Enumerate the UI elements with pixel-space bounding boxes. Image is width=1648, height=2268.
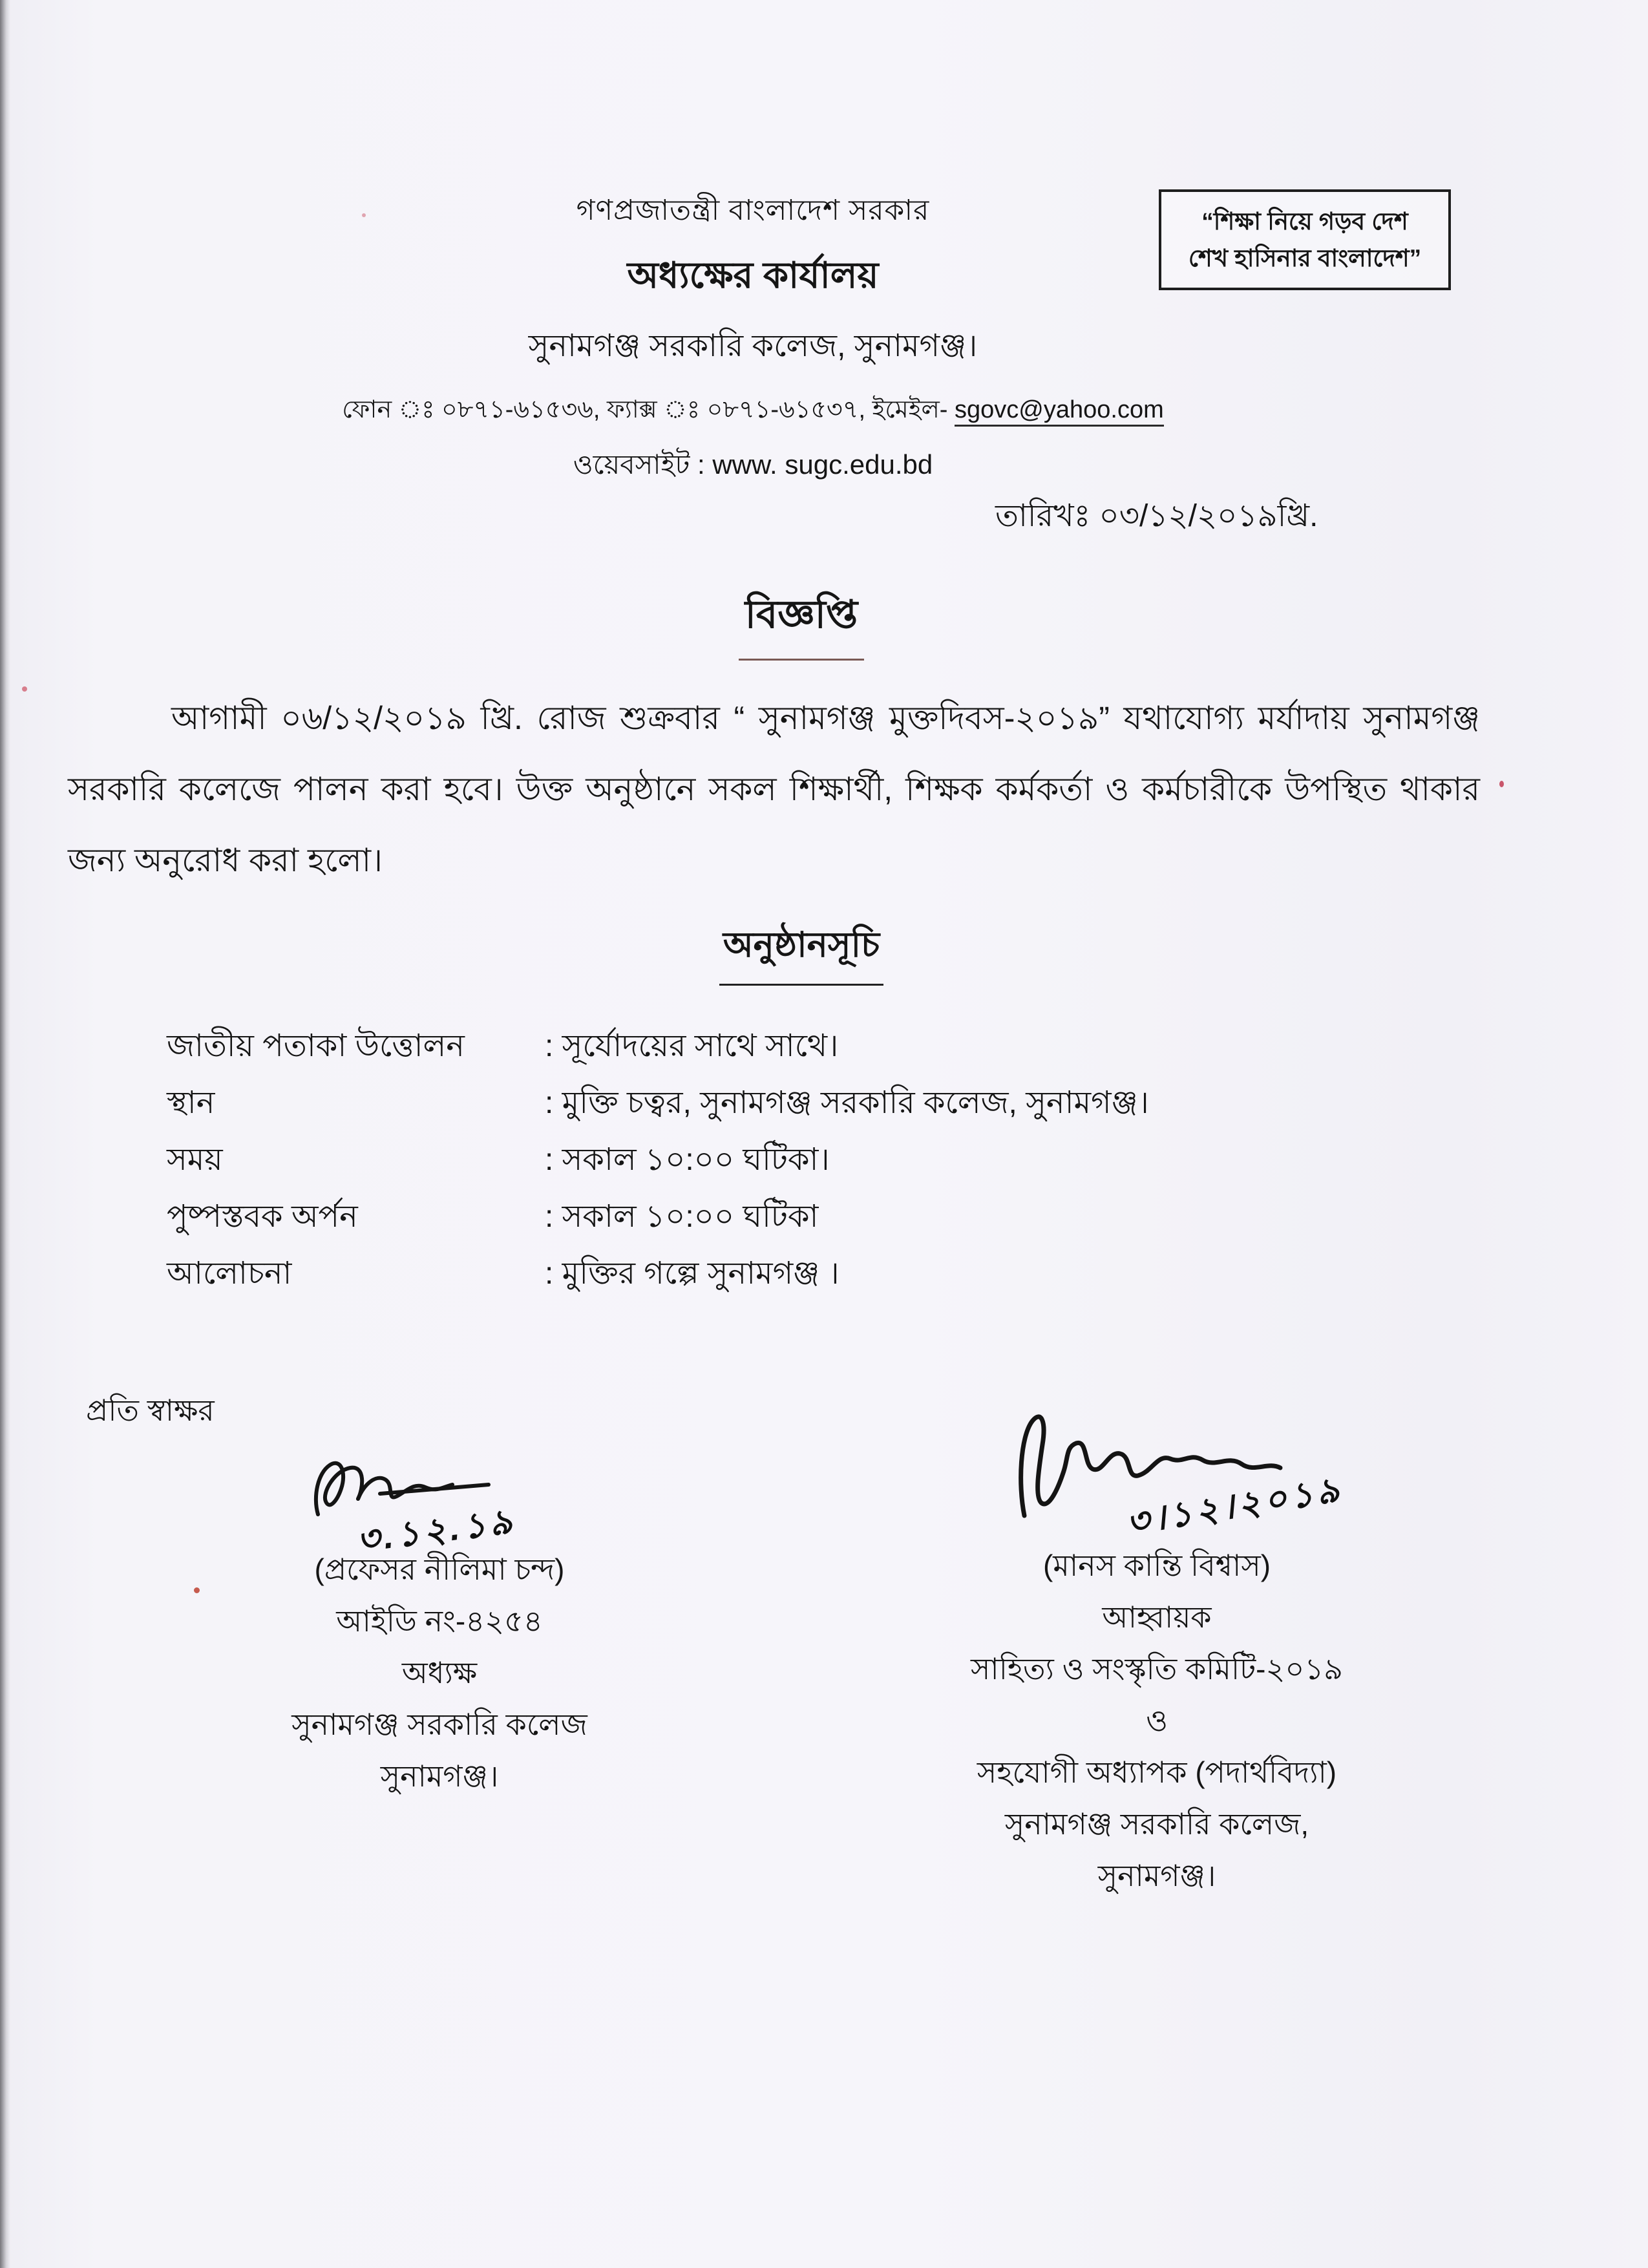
schedule-value: : মুক্তির গল্পে সুনামগঞ্জ ।: [545, 1256, 840, 1291]
schedule-heading-wrap: [0, 918, 1603, 986]
schedule-row-venue: [167, 1075, 1433, 1132]
scan-artifact: [194, 1587, 200, 1593]
schedule-value: : সূর্যোদয়ের সাথে সাথে।: [545, 1029, 839, 1063]
schedule-value: : সকাল ১০:০০ ঘটিকা।: [545, 1143, 830, 1177]
convener-signature-block: [847, 1540, 1467, 1902]
phone-fax-email-label: ফোন ঃ ০৮৭১-৬১৫৩৬, ফ্যাক্স ঃ ০৮৭১-৬১৫৩৭, ইমেইল-: [342, 396, 955, 423]
schedule-value: : মুক্তি চত্বর, সুনামগঞ্জ সরকারি কলেজ, সুনামগঞ্জ।: [545, 1086, 1149, 1120]
convener-committee: সাহিত্য ও সংস্কৃতি কমিটি-২০১৯: [970, 1652, 1344, 1686]
convener-org-line1: সুনামগঞ্জ সরকারি কলেজ,: [1004, 1807, 1309, 1841]
principal-title: অধ্যক্ষ: [401, 1656, 478, 1690]
principal-org-line1: সুনামগঞ্জ সরকারি কলেজ: [291, 1708, 587, 1741]
scan-artifact: [362, 213, 366, 217]
scan-artifact: [1499, 781, 1504, 787]
contact-line: [0, 390, 1506, 432]
schedule-label: স্থান: [167, 1086, 215, 1120]
schedule-row-discussion: [167, 1245, 1433, 1302]
website-label: ওয়েবসাইট :: [573, 449, 713, 480]
principal-id: আইডি নং-৪২৫৪: [336, 1604, 543, 1638]
conjunction: ও: [1146, 1704, 1168, 1737]
schedule-label: সময়: [167, 1143, 223, 1177]
convener-name: (মানস কান্তি বিশ্বাস): [1042, 1549, 1271, 1582]
convener-org-line2: সুনামগঞ্জ।: [1097, 1859, 1216, 1892]
email-address: sgovc@yahoo.com: [955, 396, 1164, 427]
schedule-label: জাতীয় পতাকা উত্তোলন: [167, 1029, 465, 1063]
schedule-row-wreath: [167, 1189, 1433, 1245]
schedule-row-flag: [167, 1018, 1433, 1075]
convener-hand-date: ৩।১২।২০১৯: [1123, 1469, 1346, 1543]
college-name: সুনামগঞ্জ সরকারি কলেজ, সুনামগঞ্জ।: [528, 329, 978, 363]
date-line: তারিখঃ ০৩/১২/২০১৯খ্রি.: [995, 499, 1318, 533]
notice-title: বিজ্ঞপ্তি: [739, 585, 864, 661]
slogan-line-1: “শিক্ষা নিয়ে গড়ব দেশ: [1201, 207, 1408, 235]
counter-signature-label: প্রতি স্বাক্ষর: [86, 1394, 215, 1427]
principal-name: (প্রফেসর নীলিমা চন্দ): [314, 1553, 565, 1586]
notice-body: আগামী ০৬/১২/২০১৯ খ্রি. রোজ শুক্রবার “ সুনামগঞ্জ মুক্তদিবস-২০১৯” যথাযোগ্য মর্যাদায় সুনামগঞ্জ সরকারি কলেজে পালন করা হবে। উক্ত অনুষ্ঠানে সকল শিক্ষার্থী, শিক্ষক কর্মকর্তা ও কর্মচারীকে উপস্থিত থাকার জন্য অনুরোধ করা হলো।: [68, 700, 1480, 878]
principal-org-line2: সুনামগঞ্জ।: [380, 1759, 499, 1793]
schedule-row-time: [167, 1132, 1433, 1189]
schedule-label: পুষ্পস্তবক অর্পন: [167, 1200, 358, 1234]
office-name: অধ্যক্ষের কার্যালয়: [627, 255, 879, 295]
slogan-box: [1159, 189, 1451, 290]
schedule-label: আলোচনা: [167, 1256, 292, 1291]
scan-artifact: [22, 686, 27, 692]
notice-title-wrap: [0, 585, 1603, 661]
schedule-list: [167, 1018, 1433, 1302]
schedule-heading: অনুষ্ঠানসূচি: [719, 918, 883, 986]
slogan-line-2: শেখ হাসিনার বাংলাদেশ”: [1188, 245, 1422, 271]
schedule-value: : সকাল ১০:০০ ঘটিকা: [545, 1200, 819, 1234]
convener-title: আহ্বায়ক: [1102, 1600, 1212, 1634]
website-line: [0, 443, 1506, 489]
government-name: গণপ্রজাতন্ত্রী বাংলাদেশ সরকার: [576, 195, 930, 226]
website-address: www. sugc.edu.bd: [712, 449, 933, 480]
principal-hand-date: ৩.১২.১৯: [354, 1501, 518, 1560]
convener-designation: সহযোগী অধ্যাপক (পদার্থবিদ্যা): [977, 1755, 1337, 1789]
principal-signature-block: [194, 1543, 685, 1802]
